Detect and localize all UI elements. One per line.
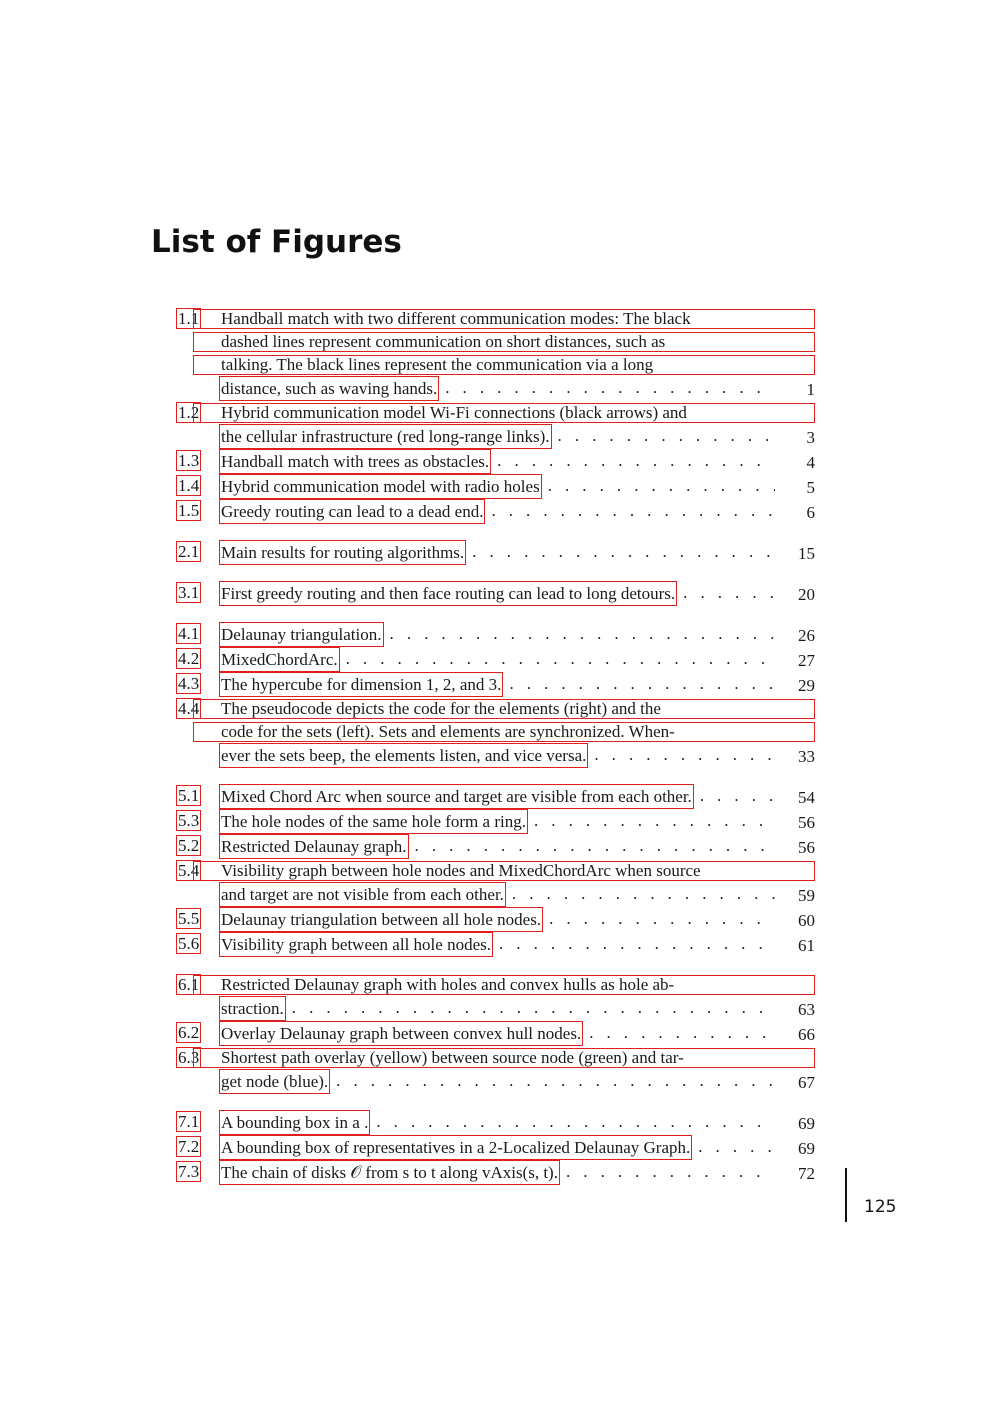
- figure-caption: [221, 540, 775, 565]
- figure-number-cell: [177, 1110, 221, 1133]
- figure-number-link[interactable]: 1.4: [178, 476, 200, 495]
- figure-number-link[interactable]: 5.3: [178, 811, 200, 830]
- figure-caption: [221, 809, 775, 834]
- figure-entry[interactable]: [177, 622, 815, 647]
- figure-group: [177, 307, 815, 524]
- figure-number-link[interactable]: 5.5: [178, 909, 200, 928]
- dot-leader: [370, 1110, 775, 1135]
- figure-page-number: 29: [798, 676, 815, 695]
- figure-caption: [221, 1160, 775, 1185]
- dot-leader: [583, 1021, 775, 1046]
- caption-link[interactable]: Delaunay triangulation between all hole nodes.: [219, 907, 543, 932]
- dot-leader: [692, 1135, 775, 1160]
- dot-leader: [340, 647, 775, 672]
- caption-last-line: [221, 784, 775, 809]
- figure-entry[interactable]: [177, 907, 815, 932]
- figure-page-number: 26: [798, 626, 815, 645]
- figure-number-cell: [177, 307, 221, 330]
- caption-last-line: [221, 907, 775, 932]
- figure-number-link[interactable]: 5.4: [178, 861, 200, 880]
- dot-leader: [466, 540, 775, 565]
- dot-leader: [409, 834, 775, 859]
- figure-number-link[interactable]: 7.2: [178, 1137, 200, 1156]
- caption-last-line: [221, 1160, 775, 1185]
- figure-number-cell: [177, 1021, 221, 1044]
- figure-number-cell: [177, 401, 221, 424]
- caption-last-line: [221, 581, 775, 606]
- figure-number-cell: [177, 474, 221, 497]
- figure-entry[interactable]: [177, 499, 815, 524]
- caption-line[interactable]: dashed lines represent communication on short distances, such as: [221, 332, 666, 351]
- caption-link[interactable]: MixedChordArc.: [219, 647, 340, 672]
- dot-leader: [384, 622, 775, 647]
- caption-last-line: [221, 1135, 775, 1160]
- figure-number-cell: [177, 1160, 221, 1183]
- figure-group: [177, 540, 815, 565]
- figure-number-cell: [177, 499, 221, 522]
- caption-last-line: [221, 672, 775, 697]
- dot-leader: [491, 449, 775, 474]
- figure-entry[interactable]: [177, 932, 815, 957]
- caption-link[interactable]: Restricted Delaunay graph.: [219, 834, 409, 859]
- figure-page-number: 67: [798, 1073, 815, 1092]
- figure-page-number: 6: [806, 503, 815, 522]
- figure-number-cell: [177, 907, 221, 930]
- page-title: List of Figures: [151, 224, 402, 260]
- figure-page-number: 15: [798, 544, 815, 563]
- dot-leader: [542, 474, 775, 499]
- figure-number-cell: [177, 1135, 221, 1158]
- figure-caption: [221, 622, 775, 647]
- figure-number-cell: [177, 784, 221, 807]
- figure-entry[interactable]: [177, 834, 815, 859]
- caption-line[interactable]: code for the sets (left). Sets and elements are synchronized. When-: [221, 722, 675, 741]
- figure-group: [177, 784, 815, 957]
- figure-page-number: 27: [798, 651, 815, 670]
- figure-page-number: 33: [798, 747, 815, 766]
- figure-entry[interactable]: [177, 1135, 815, 1160]
- caption-last-line: [221, 540, 775, 565]
- figure-caption: [221, 932, 775, 957]
- figure-page-number: 4: [806, 453, 815, 472]
- caption-link[interactable]: Greedy routing can lead to a dead end.: [219, 499, 485, 524]
- figure-caption: [221, 672, 775, 697]
- dot-leader: [439, 376, 775, 401]
- caption-link[interactable]: Main results for routing algorithms.: [219, 540, 466, 565]
- caption-link[interactable]: Visibility graph between all hole nodes.: [219, 932, 493, 957]
- figure-page-number: 72: [798, 1164, 815, 1183]
- caption-link[interactable]: the cellular infrastructure (red long-range links).: [219, 424, 552, 449]
- figure-page-number: 69: [798, 1139, 815, 1158]
- figure-number-link[interactable]: 1.5: [178, 501, 200, 520]
- figure-number-link[interactable]: 7.1: [178, 1112, 200, 1131]
- figure-entry[interactable]: [177, 973, 815, 1021]
- figure-number-link[interactable]: 4.4: [178, 699, 200, 718]
- figure-entry[interactable]: [177, 307, 815, 401]
- figure-group: [177, 622, 815, 768]
- caption-last-line: [221, 932, 775, 957]
- caption-link[interactable]: straction.: [219, 996, 286, 1021]
- caption-link[interactable]: get node (blue).: [219, 1069, 330, 1094]
- dot-leader: [694, 784, 775, 809]
- figure-number-link[interactable]: 1.1: [178, 309, 200, 328]
- figure-caption: [221, 581, 775, 606]
- dot-leader: [493, 932, 775, 957]
- caption-line[interactable]: The pseudocode depicts the code for the elements (right) and the: [221, 699, 661, 718]
- dot-leader: [330, 1069, 775, 1094]
- caption-last-line: [221, 1069, 775, 1094]
- figure-number-cell: [177, 540, 221, 563]
- figure-entry[interactable]: [177, 859, 815, 907]
- figure-page-number: 5: [806, 478, 815, 497]
- caption-last-line: [221, 376, 775, 401]
- caption-line[interactable]: Handball match with two different communication modes: The black: [221, 309, 691, 328]
- figure-number-cell: [177, 859, 221, 882]
- dot-leader: [528, 809, 775, 834]
- caption-last-line: [221, 882, 775, 907]
- dot-leader: [560, 1160, 775, 1185]
- caption-link[interactable]: Hybrid communication model with radio holes: [219, 474, 542, 499]
- caption-last-line: [221, 1110, 775, 1135]
- figure-group: [177, 581, 815, 606]
- figure-number-cell: [177, 581, 221, 604]
- caption-link[interactable]: Mixed Chord Arc when source and target are visible from each other.: [219, 784, 694, 809]
- figure-entry[interactable]: [177, 449, 815, 474]
- folio-rule: [845, 1168, 847, 1222]
- figure-number-link[interactable]: 4.3: [178, 674, 200, 693]
- figure-caption: [221, 449, 775, 474]
- caption-last-line: [221, 834, 775, 859]
- figure-caption: [221, 784, 775, 809]
- figure-entry[interactable]: [177, 697, 815, 768]
- figure-entry[interactable]: [177, 1110, 815, 1135]
- figure-entry[interactable]: [177, 474, 815, 499]
- caption-last-line: [221, 809, 775, 834]
- caption-last-line: [221, 499, 775, 524]
- figure-number-link[interactable]: 6.3: [178, 1048, 200, 1067]
- caption-link[interactable]: and target are not visible from each other.: [219, 882, 506, 907]
- caption-last-line: [221, 449, 775, 474]
- dot-leader: [552, 424, 775, 449]
- figure-number-cell: [177, 647, 221, 670]
- figure-page-number: 60: [798, 911, 815, 930]
- dot-leader: [485, 499, 775, 524]
- figure-page-number: 63: [798, 1000, 815, 1019]
- figure-page-number: 66: [798, 1025, 815, 1044]
- figure-number-cell: [177, 449, 221, 472]
- figure-number-cell: [177, 834, 221, 857]
- figure-page-number: 3: [806, 428, 815, 447]
- caption-link[interactable]: ever the sets beep, the elements listen, and vice versa.: [219, 743, 588, 768]
- figure-number-link[interactable]: 4.1: [178, 624, 200, 643]
- dot-leader: [503, 672, 775, 697]
- figure-caption: [221, 1110, 775, 1135]
- figure-caption: [221, 647, 775, 672]
- figure-entry[interactable]: [177, 1160, 815, 1185]
- caption-link[interactable]: The chain of disks 𝒪 from s to t along vAxis(s, t).: [219, 1160, 560, 1185]
- figure-number-link[interactable]: 2.1: [178, 542, 200, 561]
- figure-caption: [221, 401, 775, 449]
- caption-last-line: [221, 474, 775, 499]
- dot-leader: [543, 907, 775, 932]
- caption-last-line: [221, 647, 775, 672]
- dot-leader: [506, 882, 775, 907]
- figure-number-link[interactable]: 5.2: [178, 836, 200, 855]
- caption-line[interactable]: talking. The black lines represent the communication via a long: [221, 355, 654, 374]
- page-number: 125: [864, 1197, 897, 1217]
- dot-leader: [677, 581, 775, 606]
- figure-entry[interactable]: [177, 672, 815, 697]
- caption-link[interactable]: The hypercube for dimension 1, 2, and 3.: [219, 672, 503, 697]
- caption-last-line: [221, 622, 775, 647]
- figure-number-link[interactable]: 5.1: [178, 786, 200, 805]
- figure-group: [177, 1110, 815, 1185]
- caption-link[interactable]: distance, such as waving hands.: [219, 376, 439, 401]
- list-of-figures: [177, 307, 815, 1201]
- caption-last-line: [221, 743, 775, 768]
- figure-page-number: 20: [798, 585, 815, 604]
- caption-link[interactable]: The hole nodes of the same hole form a ring.: [219, 809, 528, 834]
- figure-number-cell: [177, 932, 221, 955]
- figure-number-cell: [177, 973, 221, 996]
- figure-number-link[interactable]: 6.2: [178, 1023, 200, 1042]
- figure-page-number: 56: [798, 838, 815, 857]
- figure-entry[interactable]: [177, 1046, 815, 1094]
- figure-entry[interactable]: [177, 1021, 815, 1046]
- caption-line[interactable]: Hybrid communication model Wi-Fi connections (black arrows) and: [221, 403, 687, 422]
- figure-entry[interactable]: [177, 581, 815, 606]
- caption-last-line: [221, 996, 775, 1021]
- figure-number-link[interactable]: 4.2: [178, 649, 200, 668]
- figure-number-link[interactable]: 1.2: [178, 403, 200, 422]
- caption-last-line: [221, 1021, 775, 1046]
- figure-number-link[interactable]: 5.6: [178, 934, 200, 953]
- figure-entry[interactable]: [177, 809, 815, 834]
- caption-link[interactable]: First greedy routing and then face routing can lead to long detours.: [219, 581, 677, 606]
- figure-caption: [221, 307, 775, 401]
- figure-caption: [221, 499, 775, 524]
- figure-entry[interactable]: [177, 784, 815, 809]
- figure-page-number: 69: [798, 1114, 815, 1133]
- caption-link[interactable]: Overlay Delaunay graph between convex hull nodes.: [219, 1021, 583, 1046]
- figure-page-number: 59: [798, 886, 815, 905]
- figure-caption: [221, 1021, 775, 1046]
- dot-leader: [588, 743, 775, 768]
- figure-page-number: 1: [806, 380, 815, 399]
- figure-caption: [221, 834, 775, 859]
- figure-page-number: 56: [798, 813, 815, 832]
- caption-line[interactable]: Visibility graph between hole nodes and MixedChordArc when source: [221, 861, 701, 880]
- dot-leader: [286, 996, 775, 1021]
- figure-number-cell: [177, 672, 221, 695]
- caption-link[interactable]: A bounding box of representatives in a 2-Localized Delaunay Graph.: [219, 1135, 692, 1160]
- figure-group: [177, 973, 815, 1094]
- figure-caption: [221, 697, 775, 768]
- caption-line[interactable]: Shortest path overlay (yellow) between source node (green) and tar-: [221, 1048, 684, 1067]
- figure-number-cell: [177, 622, 221, 645]
- figure-page-number: 61: [798, 936, 815, 955]
- figure-number-cell: [177, 697, 221, 720]
- figure-page-number: 54: [798, 788, 815, 807]
- caption-link[interactable]: Handball match with trees as obstacles.: [219, 449, 491, 474]
- figure-number-link[interactable]: 6.1: [178, 975, 200, 994]
- figure-entry[interactable]: [177, 401, 815, 449]
- figure-caption: [221, 973, 775, 1021]
- figure-caption: [221, 1135, 775, 1160]
- figure-entry[interactable]: [177, 540, 815, 565]
- figure-caption: [221, 1046, 775, 1094]
- figure-number-link[interactable]: 3.1: [178, 583, 200, 602]
- figure-number-cell: [177, 1046, 221, 1069]
- figure-entry[interactable]: [177, 647, 815, 672]
- caption-last-line: [221, 424, 775, 449]
- caption-link[interactable]: A bounding box in a .: [219, 1110, 370, 1135]
- caption-line[interactable]: Restricted Delaunay graph with holes and convex hulls as hole ab-: [221, 975, 675, 994]
- figure-caption: [221, 859, 775, 907]
- figure-caption: [221, 907, 775, 932]
- caption-link[interactable]: Delaunay triangulation.: [219, 622, 384, 647]
- figure-number-link[interactable]: 1.3: [178, 451, 200, 470]
- figure-caption: [221, 474, 775, 499]
- figure-number-cell: [177, 809, 221, 832]
- figure-number-link[interactable]: 7.3: [178, 1162, 200, 1181]
